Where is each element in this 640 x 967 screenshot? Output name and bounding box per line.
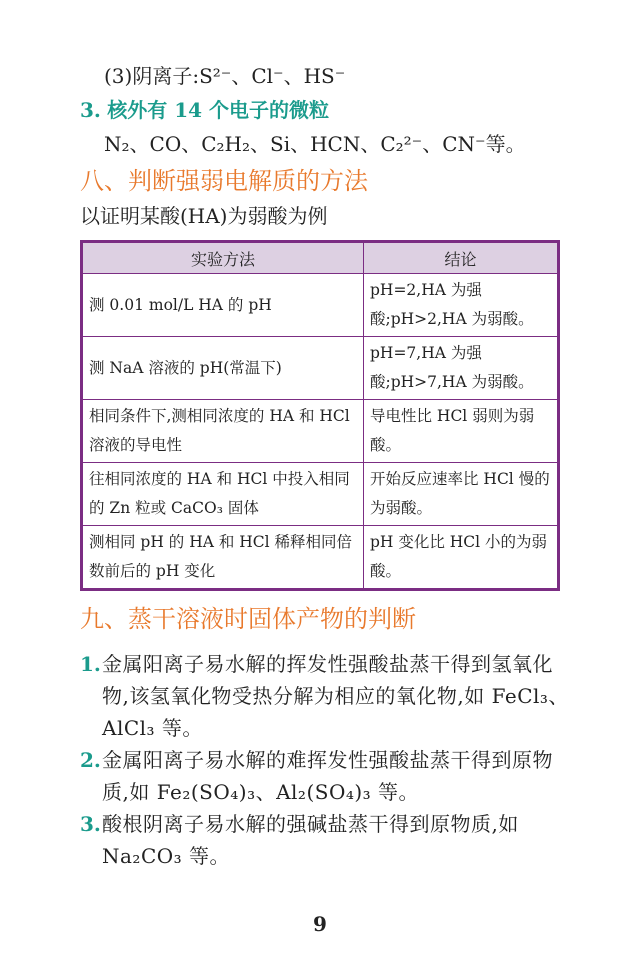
- conclusion-cell: pH=2,HA 为强酸;pH>2,HA 为弱酸。: [364, 274, 559, 337]
- table-row: [82, 337, 559, 400]
- conclusion-cell: pH 变化比 HCl 小的为弱酸。: [364, 526, 559, 590]
- header-conclusion: 结论: [364, 242, 559, 274]
- table-header-row: [82, 242, 559, 274]
- conclusion-cell: pH=7,HA 为强酸;pH>7,HA 为弱酸。: [364, 337, 559, 400]
- item-3-number: 3.: [80, 812, 101, 836]
- item-2-number: 2.: [80, 748, 101, 772]
- item-1-text: 金属阳离子易水解的挥发性强酸盐蒸干得到氢氧化物,该氢氧化物受热分解为相应的氧化物,如 FeCl₃、AlCl₃ 等。: [102, 652, 569, 740]
- method-cell: 往相同浓度的 HA 和 HCl 中投入相同的 Zn 粒或 CaCO₃ 固体: [82, 463, 364, 526]
- subheading-14-electrons: [80, 98, 329, 122]
- section-9-title: 九、蒸干溶液时固体产物的判断: [80, 605, 416, 633]
- subheading-text: 核外有 14 个电子的微粒: [107, 98, 330, 122]
- method-cell: 测相同 pH 的 HA 和 HCl 稀释相同倍数前后的 pH 变化: [82, 526, 364, 590]
- page-number: 9: [313, 912, 327, 936]
- table-row: [82, 526, 559, 590]
- method-cell: 测 NaA 溶液的 pH(常温下): [82, 337, 364, 400]
- particles-list-line: N₂、CO、C₂H₂、Si、HCN、C₂²⁻、CN⁻等。: [104, 132, 526, 156]
- item-1-number: 1.: [80, 652, 101, 676]
- item-3-text: 酸根阴离子易水解的强碱盐蒸干得到原物质,如 Na₂CO₃ 等。: [102, 812, 519, 868]
- header-method: 实验方法: [82, 242, 364, 274]
- table-row: [82, 274, 559, 337]
- item-2-text: 金属阳离子易水解的难挥发性强酸盐蒸干得到原物质,如 Fe₂(SO₄)₃、Al₂(SO₄)₃ 等。: [102, 748, 553, 804]
- method-cell: 相同条件下,测相同浓度的 HA 和 HCl 溶液的导电性: [82, 400, 364, 463]
- anion-list-line: (3)阴离子:S²⁻、Cl⁻、HS⁻: [104, 64, 346, 88]
- table-row: [82, 463, 559, 526]
- table-row: [82, 400, 559, 463]
- section-8-intro: 以证明某酸(HA)为弱酸为例: [80, 204, 328, 228]
- method-cell: 测 0.01 mol/L HA 的 pH: [82, 274, 364, 337]
- section-8-title: 八、判断强弱电解质的方法: [80, 167, 368, 195]
- conclusion-cell: 开始反应速率比 HCl 慢的为弱酸。: [364, 463, 559, 526]
- experiment-table: [80, 240, 560, 591]
- subheading-number: 3.: [80, 98, 101, 122]
- conclusion-cell: 导电性比 HCl 弱则为弱酸。: [364, 400, 559, 463]
